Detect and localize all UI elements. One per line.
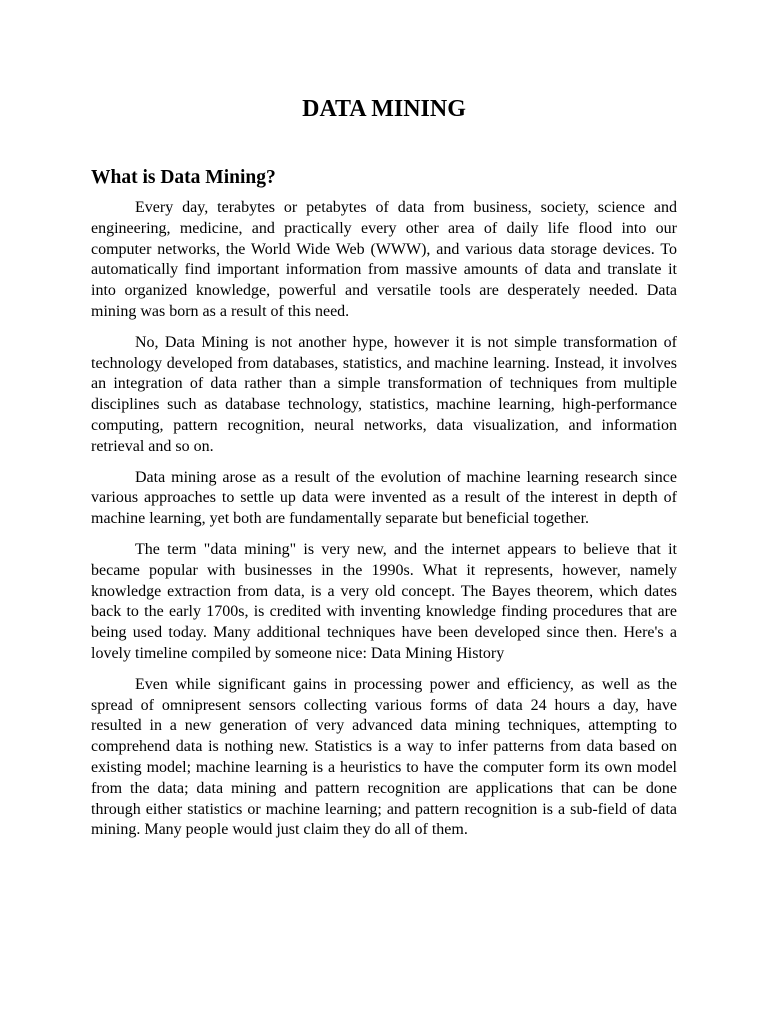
paragraph-4: The term "data mining" is very new, and the internet appears to believe that it became popular with businesses in the 1990s. What it represents, however, namely knowledge extraction from data, is a very old concept. The Bayes theorem, which dates back to the early 1700s, is credited with inventing knowledge finding procedures that are being used today. Many additional techniques have been developed since then. Here's a lovely timeline compiled by someone nice: Data Mining History — [91, 540, 677, 662]
paragraph-2: No, Data Mining is not another hype, however it is not simple transformation of technology developed from databases, statistics, and machine learning. Instead, it involves an integration of data rather than a simple transformation of techniques from multiple disciplines such as database technology, statistics, machine learning, high-performance computing, pattern recognition, neural networks, data visualization, and information retrieval and so on. — [91, 333, 677, 455]
document-title: DATA MINING — [302, 96, 466, 122]
paragraph-3: Data mining arose as a result of the evolution of machine learning research since various approaches to settle up data were invented as a result of the interest in depth of machine learning, yet both are fundamentally separate but beneficial together. — [91, 468, 677, 528]
paragraph-1: Every day, terabytes or petabytes of data from business, society, science and engineering, medicine, and practically every other area of daily life flood into our computer networks, the World Wide Web (WWW), and various data storage devices. To automatically find important information from massive amounts of data and translate it into organized knowledge, powerful and versatile tools are desperately needed. Data mining was born as a result of this need. — [91, 199, 677, 320]
paragraph-5: Even while significant gains in processing power and efficiency, as well as the spread of omnipresent sensors collecting various forms of data 24 hours a day, have resulted in a new generation of very advanced data mining techniques, attempting to comprehend data is nothing new. Statistics is a way to infer patterns from data based on existing model; machine learning is a heuristics to have the computer form its own model from the data; data mining and pattern recognition are applications that can be done through either statistics or machine learning; and pattern recognition is a sub-field of data mining. Many people would just claim they do all of them. — [91, 675, 677, 839]
document-page — [91, 0, 677, 841]
section-heading: What is Data Mining? — [91, 167, 276, 188]
